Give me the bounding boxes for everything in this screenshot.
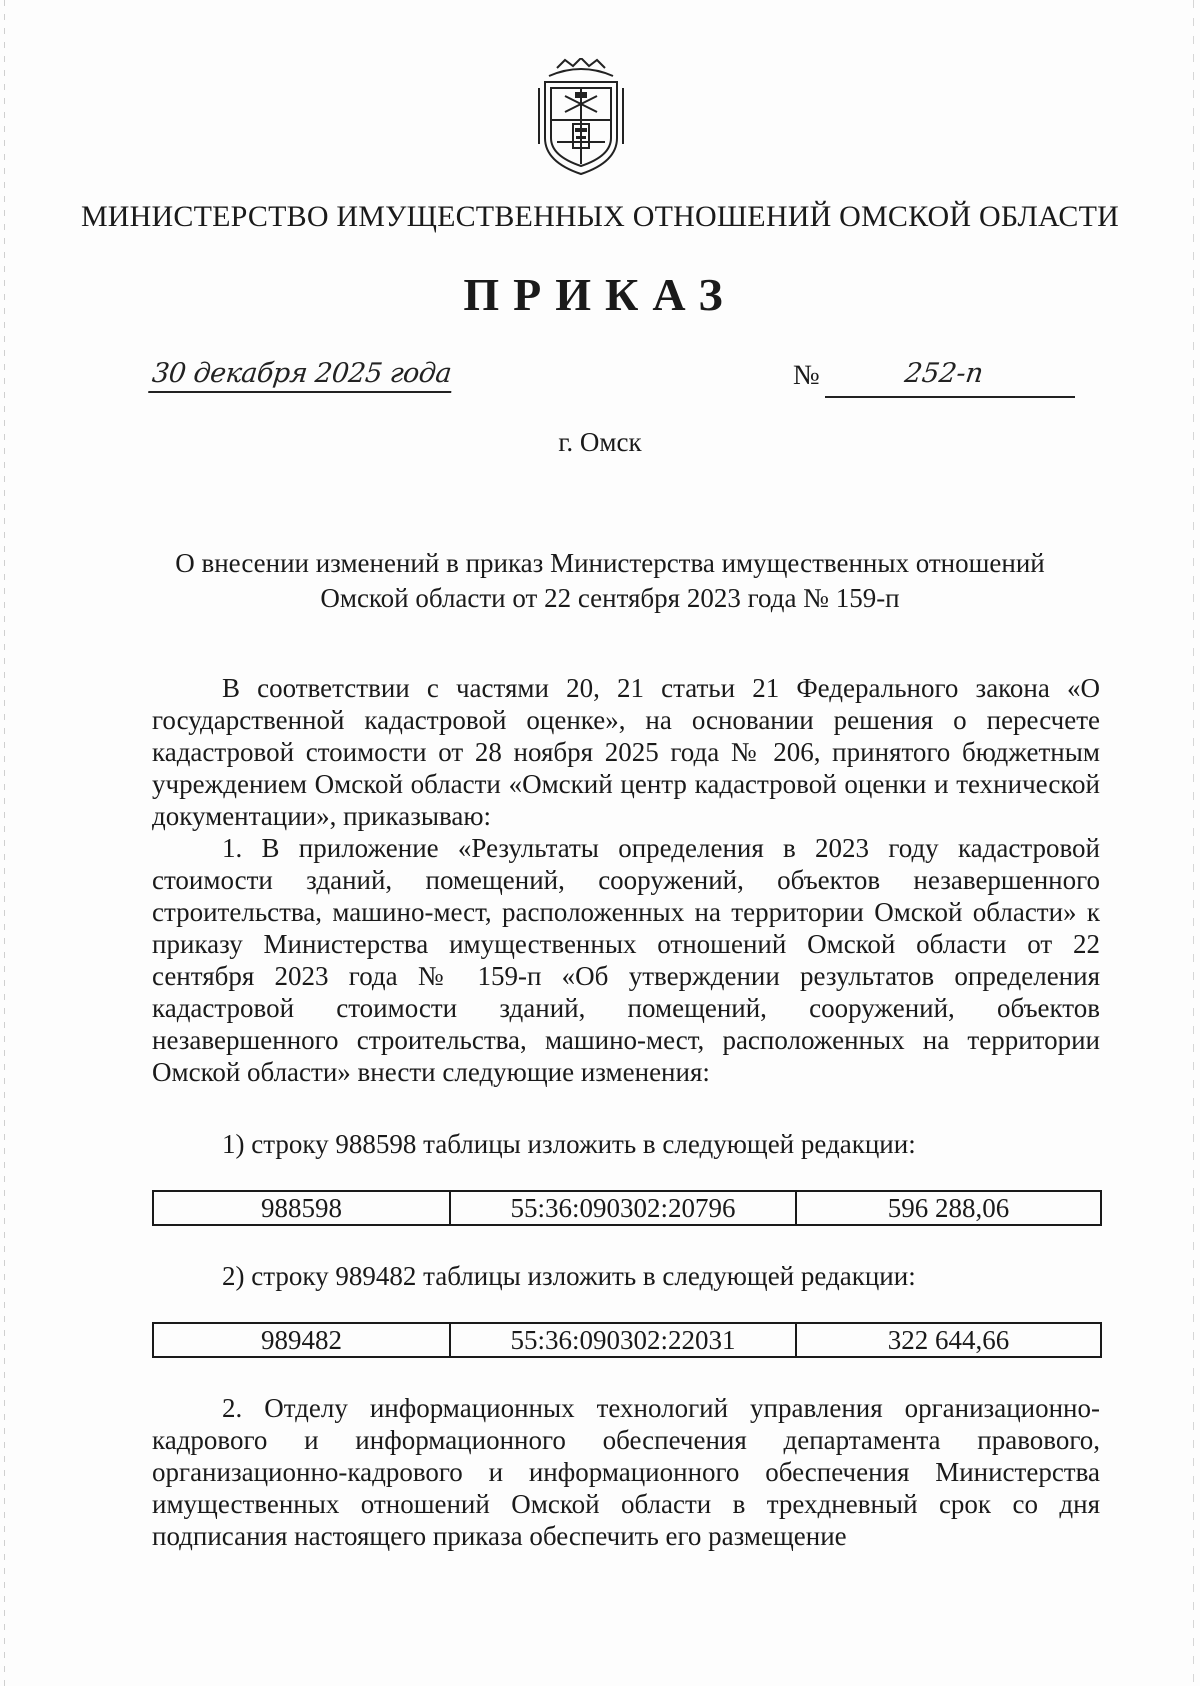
table-cell-row-number: 989482 — [154, 1324, 451, 1356]
city: г. Омск — [558, 427, 642, 457]
table-cell-cadastral-number: 55:36:090302:20796 — [451, 1192, 797, 1224]
scan-edge-left — [4, 0, 5, 1686]
table-cell-row-number: 988598 — [154, 1192, 451, 1224]
item-2-block — [152, 1260, 1100, 1292]
point-2-block — [152, 1392, 1100, 1552]
order-number: 252-п — [902, 358, 986, 389]
body-preamble-block — [152, 672, 1100, 1088]
coat-of-arms-emblem — [535, 58, 627, 178]
table-cell-value: 596 288,06 — [887, 1192, 1010, 1223]
table-cell-cadastral-number: 55:36:090302:22031 — [451, 1324, 797, 1356]
document-title: ПРИКАЗ — [463, 269, 737, 320]
table-row-989482 — [152, 1322, 1102, 1358]
table-cell-value: 322 644,66 — [887, 1324, 1010, 1355]
order-number-label: № — [793, 360, 820, 391]
item-1-block — [152, 1128, 1100, 1160]
item-2-paragraph: 2) строку 989482 таблицы изложить в следующей редакции: — [222, 1261, 916, 1291]
order-number-underline — [825, 396, 1075, 398]
item-1-paragraph: 1) строку 988598 таблицы изложить в следующей редакции: — [222, 1129, 916, 1159]
order-date: 30 декабря 2025 года — [148, 358, 455, 393]
preamble-paragraph: В соответствии с частями 20, 21 статьи 21 Федерального закона «О государственной кадастровой оценке», на основании решения о пересчете кадастровой стоимости от 28 ноября 2025 года № 206, принятого бюджетным учреждением Омской области «Омский центр кадастровой оценки и технической документации», приказываю: — [152, 673, 1100, 831]
ministry-name: МИНИСТЕРСТВО ИМУЩЕСТВЕННЫХ ОТНОШЕНИЙ ОМСКОЙ ОБЛАСТИ — [80, 200, 1120, 233]
point-1-paragraph: 1. В приложение «Результаты определения в 2023 году кадастровой стоимости зданий, помещений, сооружений, объектов незавершенного строительства, машино-мест, расположенных на территории Омской области» к приказу Министерства имущественных отношений Омской области от 22 сентября 2023 года № 159-п «Об утверждении результатов определения кадастровой стоимости зданий, помещений, сооружений, объектов незавершенного строительства, машино-мест, расположенных на территории Омской области» внести следующие изменения: — [152, 833, 1100, 1087]
table-row-988598 — [152, 1190, 1102, 1226]
scan-edge-right — [1193, 0, 1194, 1686]
point-2-paragraph: 2. Отделу информационных технологий управления организационно-кадрового и информационного обеспечения департамента правового, организационно-кадрового и информационного обеспечения Министерства имущественных отношений Омской области в трехдневный срок со дня подписания настоящего приказа обеспечить его размещение — [152, 1393, 1100, 1551]
order-subject: О внесении изменений в приказ Министерства имущественных отношений Омской области от 22 сентября 2023 года № 159-п — [175, 548, 1045, 613]
